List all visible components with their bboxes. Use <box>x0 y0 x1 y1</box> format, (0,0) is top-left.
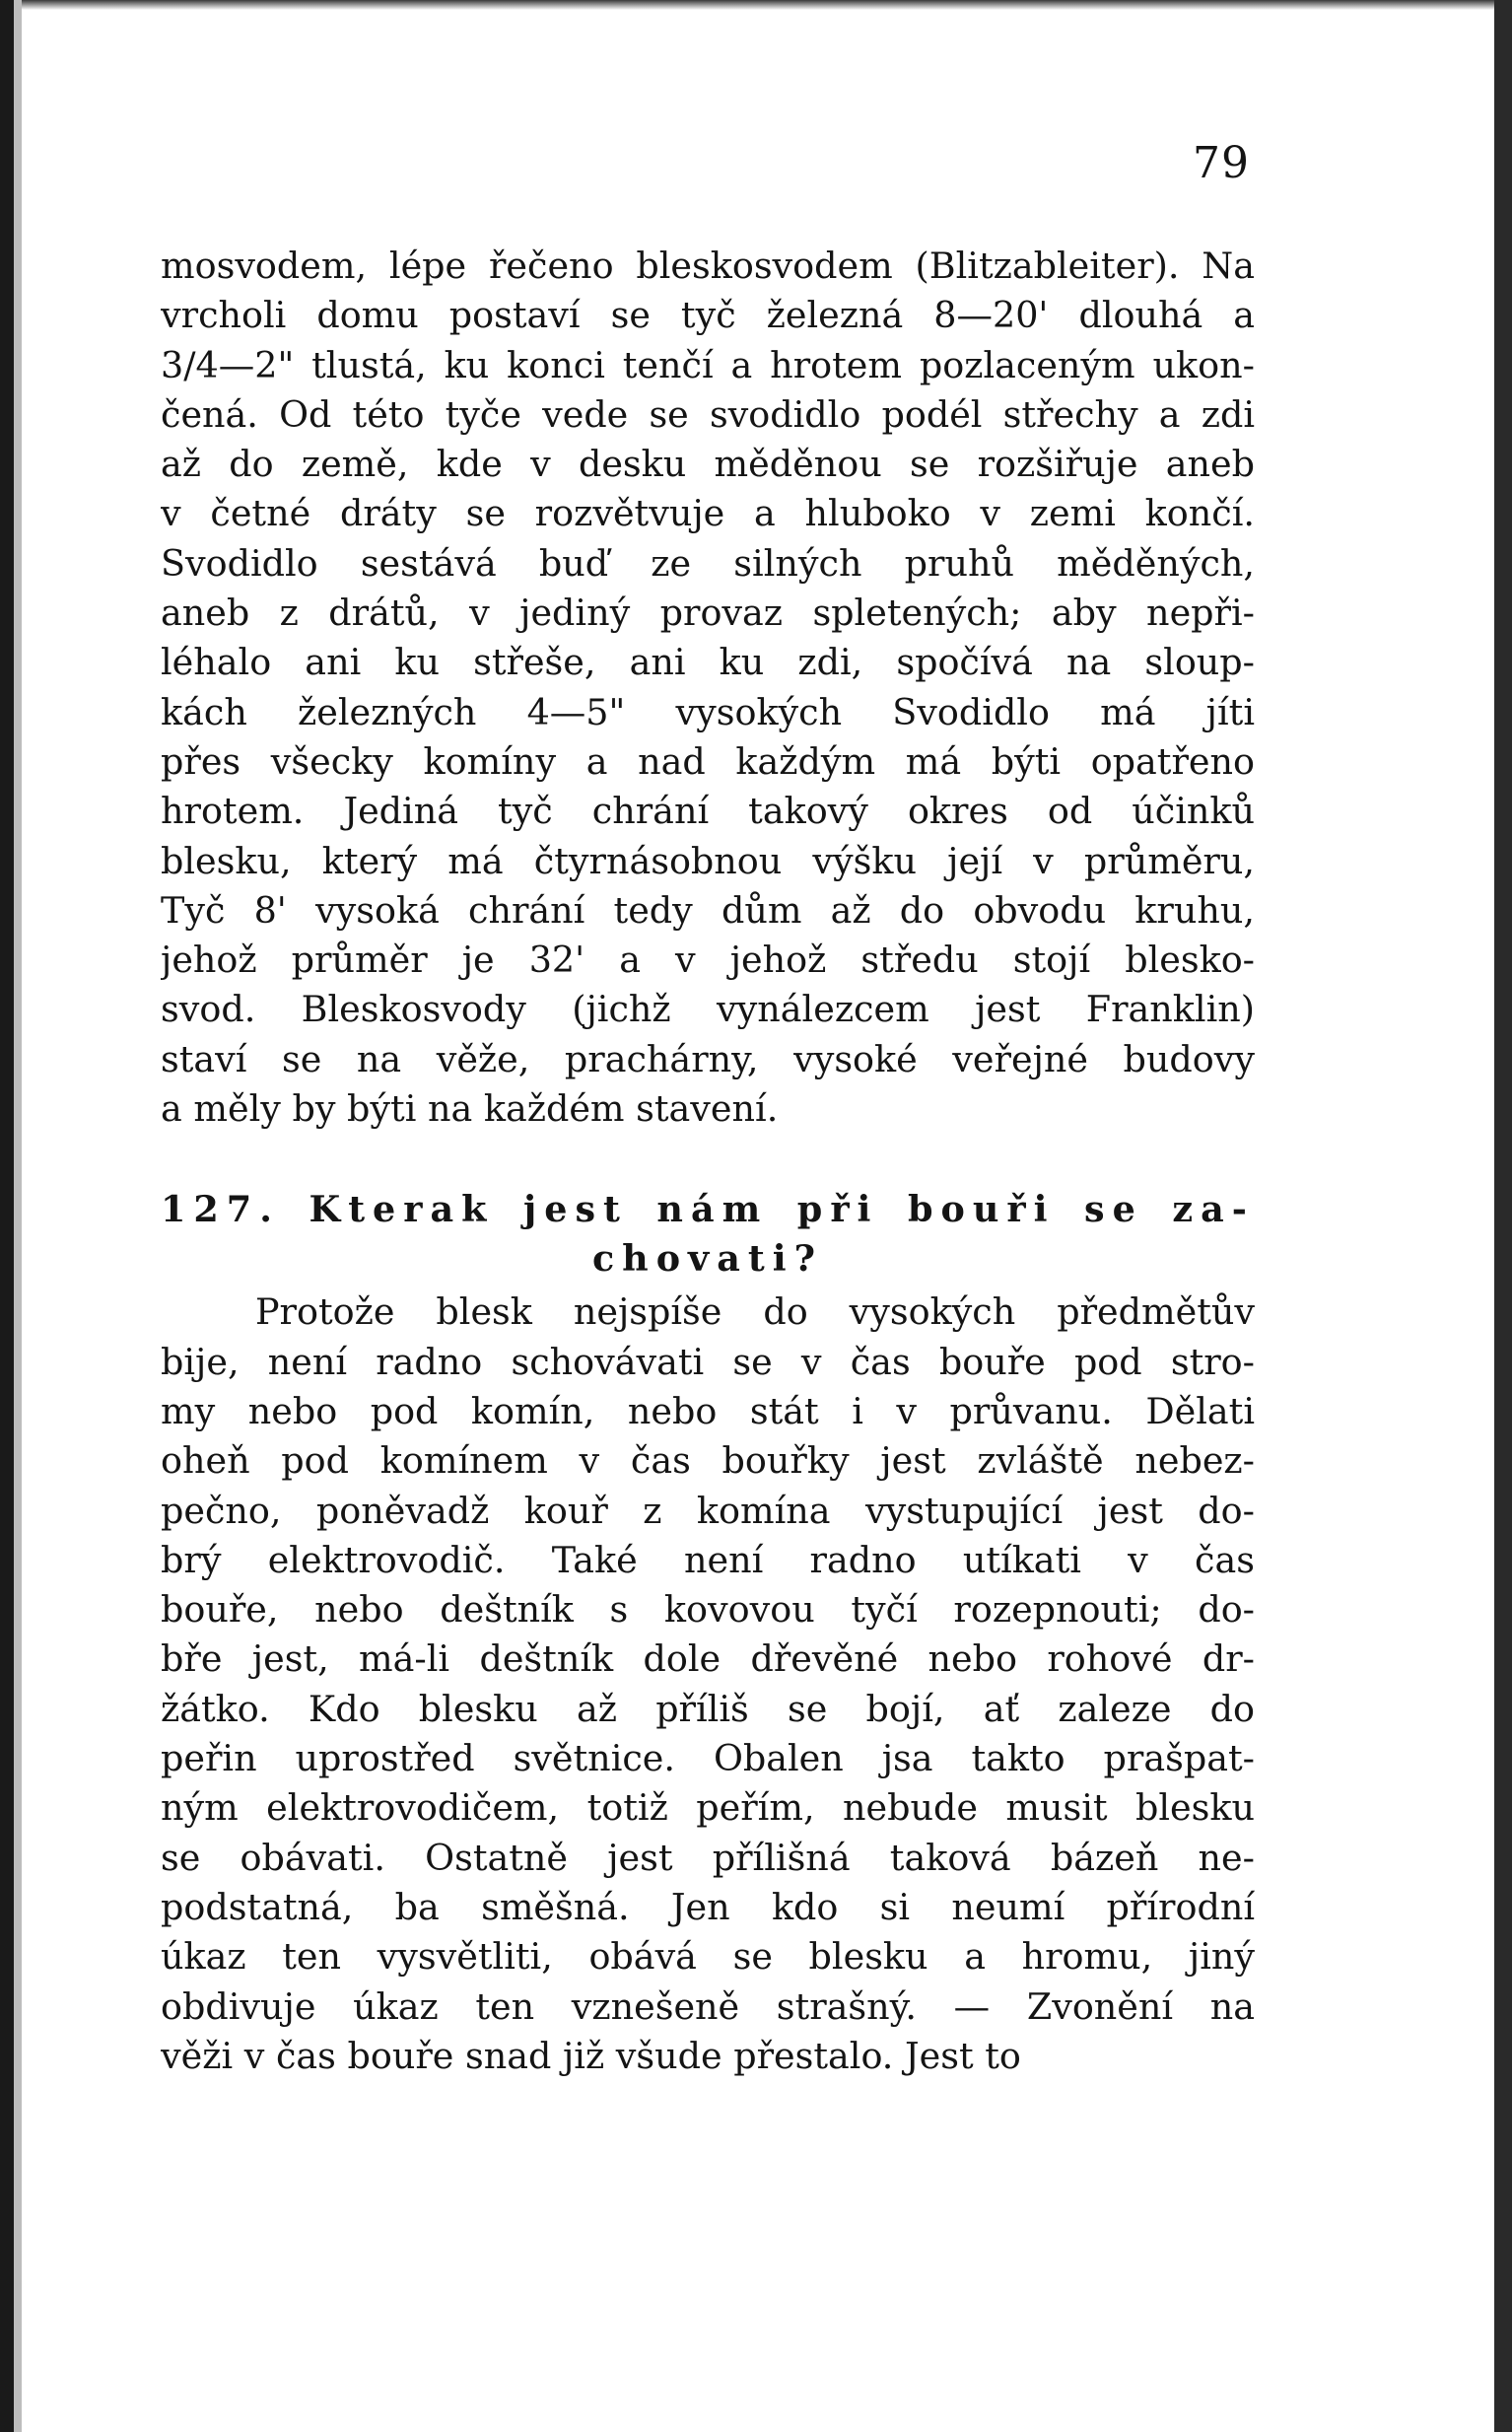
paragraph1-line: aneb z drátů, v jediný provaz spletených; aby nepři- <box>161 591 1255 635</box>
heading-line-1 <box>161 1185 1255 1234</box>
paragraph2-line: úkaz ten vysvětliti, obává se blesku a hromu, jiný <box>161 1935 1255 1979</box>
section-number: 127. <box>161 1188 280 1231</box>
paragraph2-line: se obávati. Ostatně jest přílišná taková bázeň ne- <box>161 1836 1255 1879</box>
scan-right-edge <box>1494 0 1512 2432</box>
paragraph1-line: přes všecky komíny a nad každým má býti opatřeno <box>161 739 1255 783</box>
paragraph1-line: až do země, kde v desku měděnou se rozšiřuje aneb <box>161 443 1255 486</box>
paragraph1-line: mosvodem, lépe řečeno bleskosvodem (Blitzableiter). Na <box>161 244 1255 287</box>
paragraph2-line: oheň pod komínem v čas bouřky jest zvláště nebez- <box>161 1439 1255 1483</box>
page-number: 79 <box>1193 138 1250 188</box>
heading-line-2: chovati? <box>591 1237 824 1281</box>
paragraph1-line: 3/4—2" tlustá, ku konci tenčí a hrotem pozlaceným ukon- <box>161 343 1255 386</box>
scan-left-shadow <box>14 0 22 2432</box>
paragraph2-line: bře jest, má-li deštník dole dřevěné nebo rohové dr- <box>161 1637 1255 1681</box>
paragraph1-line: a měly by býti na každém stavení. <box>161 1087 779 1131</box>
paragraph2-line: peřin uprostřed světnice. Obalen jsa takto prašpat- <box>161 1737 1255 1780</box>
paragraph1-line: jehož průměr je 32' a v jehož středu stojí blesko- <box>161 938 1255 982</box>
paragraph2-line: bije, není radno schovávati se v čas bouře pod stro- <box>161 1340 1255 1383</box>
paragraph1-line: staví se na věže, prachárny, vysoké veřejné budovy <box>161 1037 1255 1080</box>
heading-word: při <box>796 1188 879 1231</box>
paragraph2-line: žátko. Kdo blesku až příliš se bojí, ať zaleze do <box>161 1687 1255 1730</box>
scan-left-edge <box>0 0 14 2432</box>
paragraph1-line: vrcholi domu postaví se tyč železná 8—20' dlouhá a <box>161 294 1255 337</box>
paragraph1-line: čená. Od této tyče vede se svodidlo podél střechy a zdi <box>161 392 1255 436</box>
heading-word: za- <box>1172 1188 1255 1231</box>
paragraph2-line: my nebo pod komín, nebo stát i v průvanu. Dělati <box>161 1389 1255 1432</box>
scan-top-edge <box>0 0 1512 10</box>
paragraph-bleskosvod <box>161 242 1255 1134</box>
paragraph1-line: hrotem. Jediná tyč chrání takový okres od účinků <box>161 790 1255 833</box>
heading-word: nám <box>656 1188 769 1231</box>
paragraph-ochrana <box>161 1287 1255 2081</box>
paragraph2-line: podstatná, ba směšná. Jen kdo si neumí přírodní <box>161 1885 1255 1928</box>
paragraph2-line: bouře, nebo deštník s kovovou tyčí rozepnouti; do- <box>161 1588 1255 1632</box>
paragraph1-line: Svodidlo sestává buď ze silných pruhů měděných, <box>161 541 1255 585</box>
paragraph1-line: svod. Bleskosvody (jichž vynálezcem jest Franklin) <box>161 988 1255 1031</box>
paragraph2-line: pečno, poněvadž kouř z komína vystupující jest do- <box>161 1489 1255 1532</box>
paragraph2-line: Protože blesk nejspíše do vysokých předmětův <box>255 1290 1255 1334</box>
paragraph2-line: brý elektrovodič. Také není radno utíkati v čas <box>161 1538 1255 1581</box>
heading-word: bouři <box>907 1188 1056 1231</box>
heading-word: se <box>1084 1188 1143 1231</box>
page-body <box>161 242 1255 2081</box>
heading-word: jest <box>523 1188 628 1231</box>
section-heading <box>161 1185 1255 1284</box>
paragraph1-line: Tyč 8' vysoká chrání tedy dům až do obvodu kruhu, <box>161 888 1255 932</box>
paragraph1-line: v četné dráty se rozvětvuje a hluboko v zemi končí. <box>161 492 1255 535</box>
paragraph2-line: věži v čas bouře snad již všude přestalo. Jest to <box>161 2034 1021 2077</box>
paragraph2-line: obdivuje úkaz ten vznešeně strašný. — Zvonění na <box>161 1984 1255 2028</box>
paragraph1-line: léhalo ani ku střeše, ani ku zdi, spočívá na sloup- <box>161 641 1255 684</box>
heading-word: Kterak <box>309 1188 495 1231</box>
paragraph1-line: blesku, který má čtyrnásobnou výšku její v průměru, <box>161 839 1255 882</box>
paragraph2-line: ným elektrovodičem, totiž peřím, nebude musit blesku <box>161 1786 1255 1830</box>
paragraph1-line: kách železných 4—5" vysokých Svodidlo má jíti <box>161 690 1255 733</box>
